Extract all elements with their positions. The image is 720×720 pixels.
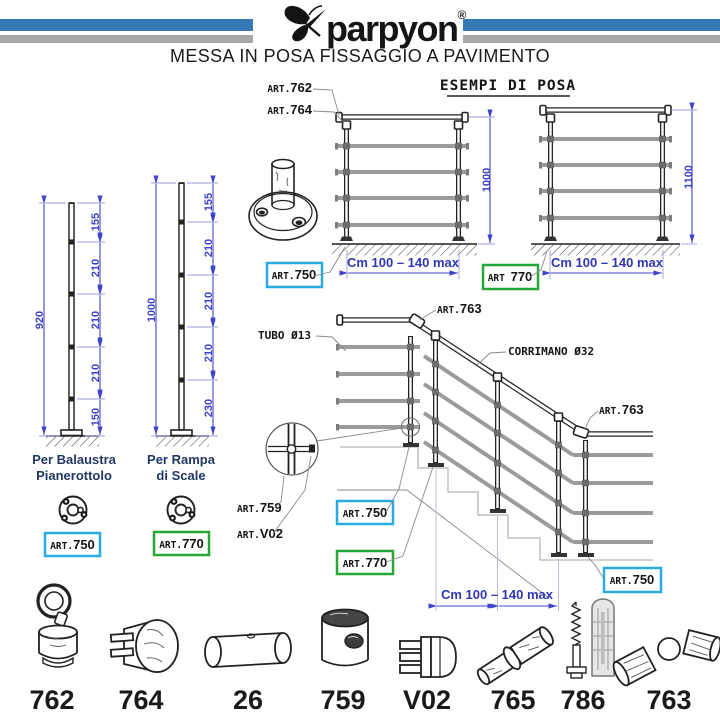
railing-example-1 [267,80,495,287]
svg-text:di Scale: di Scale [156,468,206,483]
width-dimension-1 [347,250,460,279]
segment-dimensions [77,203,105,436]
svg-text:155: 155 [90,212,102,232]
label-box-art750-left [45,533,100,556]
width-dimension-2 [550,250,664,279]
product-759-drawing [322,610,368,666]
svg-text:210: 210 [203,343,215,363]
svg-text:ART.759: ART.759 [237,500,282,515]
flange-top-view-icon [60,497,88,524]
esempi-di-posa-heading [440,78,576,96]
label-box-art770-top [483,251,547,289]
registered-mark: ® [457,8,467,22]
svg-text:Cm 100 – 140 max: Cm 100 – 140 max [346,255,460,270]
post-balaustra-drawing [34,203,105,447]
svg-text:1000: 1000 [146,297,158,323]
svg-text:210: 210 [90,310,102,330]
svg-text:ESEMPI DI POSA: ESEMPI DI POSA [439,78,577,94]
svg-text:210: 210 [90,258,102,278]
height-dimension-1000 [469,117,495,244]
total-dimension-1000 [146,183,176,436]
flange-top-view-icon [168,497,196,524]
svg-text:155: 155 [203,192,215,212]
svg-text:210: 210 [203,238,215,258]
label-art763-right [585,402,644,429]
product-v02-drawing [400,637,456,677]
post-rampa-drawing [146,183,218,447]
svg-text:ART.770: ART.770 [159,536,204,551]
svg-text:Per Balaustra: Per Balaustra [32,452,116,467]
page-title: MESSA IN POSA FISSAGGIO A PAVIMENTO [169,46,551,66]
svg-text:ART.762: ART.762 [267,80,312,95]
label-corrimano-diameter [477,345,594,365]
svg-text:ART.763: ART.763 [437,301,482,316]
label-art763-top [420,301,482,320]
product-762-drawing [38,585,77,667]
svg-text:ART.V02: ART.V02 [237,526,284,541]
svg-text:ART.750: ART.750 [50,537,95,552]
svg-text:ART.750: ART.750 [609,572,655,587]
product-765-drawing [473,623,557,689]
svg-text:ART.750: ART.750 [342,505,388,520]
brand-name: parpyon® [326,8,467,49]
total-dimension-920 [34,203,66,436]
svg-text:1000: 1000 [481,167,493,193]
railing-example-2 [483,106,697,290]
product-code-759: 759 [320,685,366,715]
product-26-drawing [205,633,291,667]
product-code-763: 763 [646,685,692,715]
svg-text:Cm 100 – 140 max: Cm 100 – 140 max [550,255,664,270]
svg-text:210: 210 [203,291,215,311]
stair-railing-drawing [237,301,661,611]
svg-text:ART.764: ART.764 [267,102,312,117]
label-box-art750-mid [337,447,409,524]
svg-text:150: 150 [90,407,102,427]
svg-text:Per Rampa: Per Rampa [147,452,215,467]
label-box-art770-left [154,532,209,555]
product-code-v02: V02 [402,685,452,715]
product-code-762: 762 [29,685,75,715]
tube-clips [548,136,666,221]
label-art764 [267,102,344,123]
label-art759 [237,476,284,515]
segment-dimensions [187,183,218,436]
svg-text:ART.750: ART.750 [271,267,317,282]
product-764-drawing [111,620,178,672]
label-box-art750-bottom-right [588,557,661,592]
svg-text:CORRIMANO Ø32: CORRIMANO Ø32 [508,345,595,358]
floor-flange-3d-drawing [249,160,317,241]
product-786-drawing [567,599,614,678]
height-dimension-1100 [671,110,697,244]
svg-text:1100: 1100 [683,165,695,189]
svg-text:Pianerottolo: Pianerottolo [36,468,112,483]
product-code-786: 786 [560,685,606,715]
product-763-drawing [611,630,720,687]
caption-per-rampa [147,452,216,483]
svg-text:210: 210 [90,363,102,383]
svg-text:Cm 100 – 140 max: Cm 100 – 140 max [440,587,554,602]
product-code-26: 26 [232,685,264,715]
caption-per-balaustra [32,452,117,483]
svg-text:ART.770: ART.770 [342,555,388,570]
product-code-765: 765 [490,685,536,715]
svg-text:ART 770: ART 770 [487,269,533,284]
tube-clips [344,143,462,228]
product-code-764: 764 [118,685,164,715]
label-tubo-diameter [258,329,346,351]
svg-text:ART.763: ART.763 [599,402,644,417]
svg-text:230: 230 [203,398,215,418]
crossing-detail-magnifier [266,423,318,475]
product-code-labels [29,685,691,715]
svg-text:TUBO Ø13: TUBO Ø13 [258,329,311,342]
svg-text:920: 920 [34,310,46,330]
